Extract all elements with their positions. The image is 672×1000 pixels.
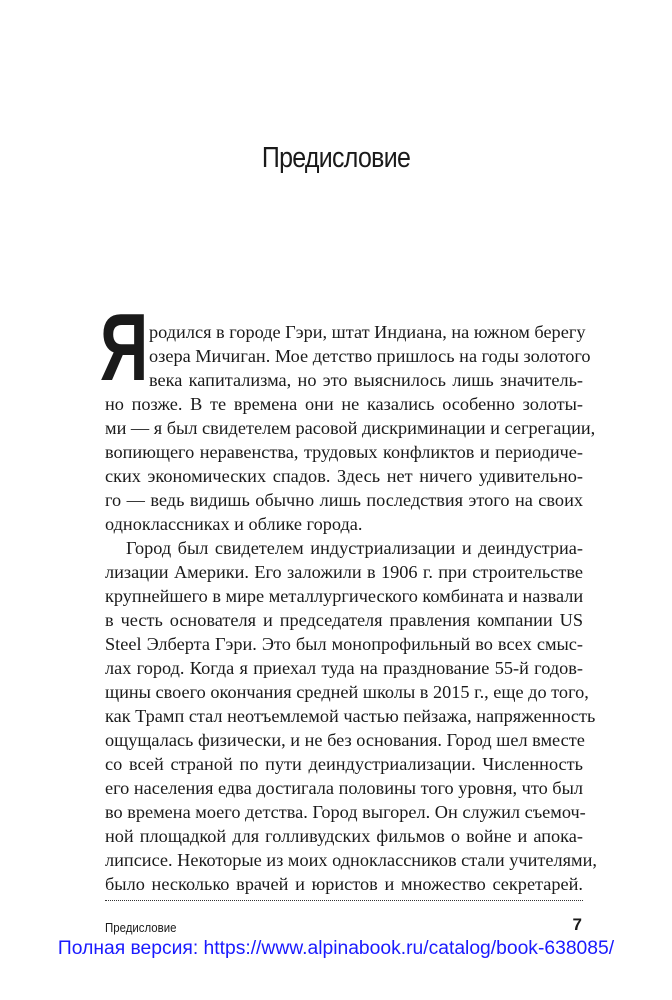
text-line: озера Мичиган. Мое детство пришлось на годы золотого: [149, 346, 591, 366]
page-number: 7: [572, 915, 582, 934]
text-line: века капитализма, но это выяснилось лишь значитель-: [149, 370, 583, 390]
text-line: одноклассниках и облике города.: [105, 514, 363, 534]
text-line: во времена моего детства. Город выгорел. Он служил съемоч-: [105, 802, 586, 822]
text-line: ощущалась физически, и не без основания. Город шел вместе: [105, 730, 585, 750]
text-line: лах город. Когда я приехал туда на празднование 55-й годов-: [105, 658, 583, 678]
chapter-title: Предисловие: [261, 142, 411, 174]
text-line: было несколько врачей и юристов и множество секретарей.: [105, 874, 583, 894]
text-line: ми — я был свидетелем расовой дискриминации и сегрегации,: [105, 418, 596, 438]
text-line: крупнейшего в мире металлургического комбината и назвали: [105, 586, 584, 606]
text-line: в честь основателя и председателя правления компании US: [105, 610, 583, 630]
text-line: ной площадкой для голливудских фильмов о войне и апока-: [105, 826, 583, 846]
text-line: го — ведь видишь обычно лишь последствия этого на своих: [105, 490, 583, 510]
text-line: родился в городе Гэри, штат Индиана, на южном берегу: [149, 322, 586, 342]
text-line: ских экономических спадов. Здесь нет ничего удивительно-: [105, 466, 583, 486]
running-footer-section: Предисловие: [105, 920, 177, 935]
footer-divider: [105, 900, 583, 901]
full-version-link[interactable]: Полная версия: https://www.alpinabook.ru/catalog/book-638085/: [57, 938, 615, 959]
drop-cap: Я: [100, 294, 149, 401]
text-line: вопиющего неравенства, трудовых конфликтов и периодиче-: [105, 442, 583, 462]
text-line: как Трамп стал неотъемлемой частью пейзажа, напряженность: [105, 706, 596, 726]
text-line: щины своего окончания средней школы в 2015 г., еще до того,: [105, 682, 589, 702]
text-line: Город был свидетелем индустриализации и деиндустриа-: [126, 538, 583, 558]
text-line: Steel Элберта Гэри. Это был монопрофильный во всех смыс-: [105, 634, 583, 654]
text-line: липсисе. Некоторые из моих одноклассников стали учителями,: [105, 850, 597, 870]
text-line: но позже. В те времена они не казались особенно золоты-: [105, 394, 583, 414]
text-line: лизации Америки. Его заложили в 1906 г. при строительстве: [105, 562, 583, 582]
text-line: со всей страной по пути деиндустриализации. Численность: [105, 754, 583, 774]
text-line: его населения едва достигала половины того уровня, что был: [105, 778, 583, 798]
